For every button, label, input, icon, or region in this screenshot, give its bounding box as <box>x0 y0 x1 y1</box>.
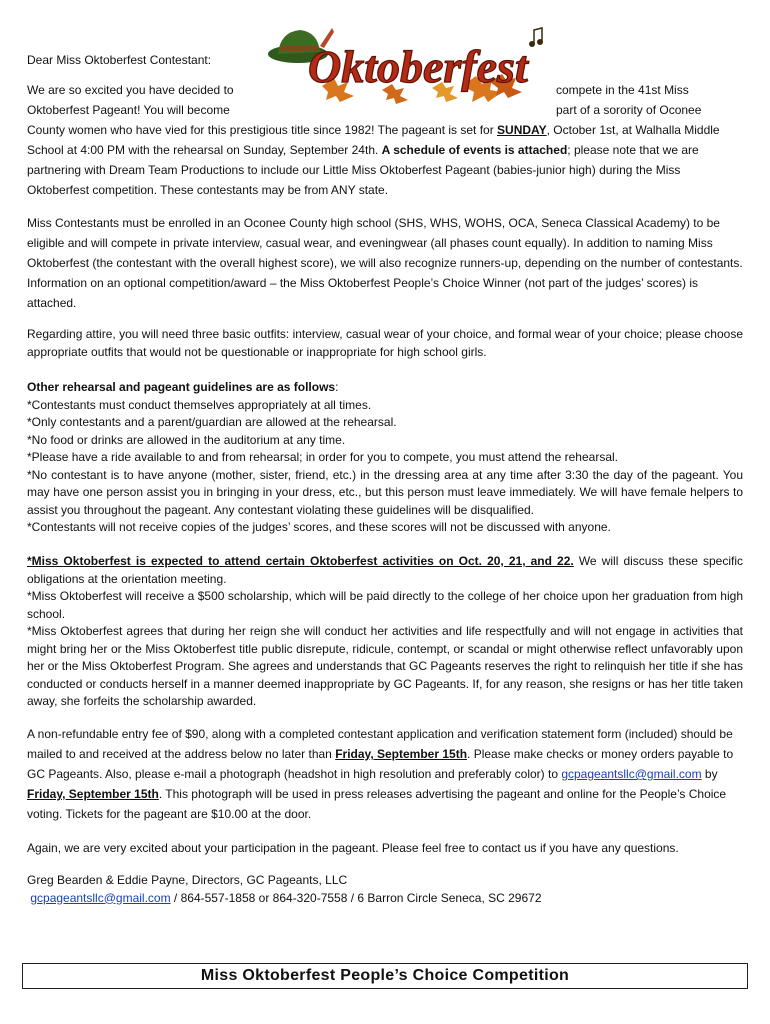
email-link[interactable]: gcpageantsllc@gmail.com <box>561 767 702 781</box>
obligation-item: *Miss Oktoberfest agrees that during her reign she will conduct her activities and life respectfully and will not engage in activities that might bring her or the Miss Oktoberfest title public disrepute, ridicule, contempt, or scandal or might otherwise reflect unfavorably upon her or the Miss Oktoberfest Program. She agrees and understands that GC Pageants reserves the right to relinquish her title if she has conducted or conducts herself in a manner deemed inappropriate by GC Pageants. If, for any reason, she resigns or has her title taken away, she forfeits the scholarship awarded. <box>27 624 743 708</box>
intro-paragraph: County women who have vied for this prestigious title since 1982! The pageant is set for SUNDAY, October 1st, at Walhalla Middle School at 4:00 PM with the rehearsal on Sunday, September 24th. A schedule of events is attached; please note that we are partnering with Dream Team Productions to include our Little Miss Oktoberfest Pageant (babies-junior high) during the Miss Oktoberfest competition. These contestants may be from ANY state. <box>27 123 720 197</box>
fee-paragraph: A non-refundable entry fee of $90, along with a completed contestant application and verification statement form (included) should be mailed to and received at the address below no later than Friday, September 15th. Please make checks or money orders payable to GC Pageants. Also, please e-mail a photograph (headshot in high resolution and preferably color) to gcpageantsllc@gmail.com by Friday, September 15th. This photograph will be used in press releases advertising the pageant and online for the People’s Choice voting. Tickets for the pageant are $10.00 at the door. <box>27 727 734 821</box>
obligation-item: *Miss Oktoberfest is expected to attend certain Oktoberfest activities on Oct. 20, 21, and 22. We will discuss these specific obligations at the orientation meeting. <box>27 554 744 586</box>
intro-line1-left: We are so excited you have decided to <box>27 83 234 97</box>
obligations-section <box>27 553 743 711</box>
guidelines-section <box>27 379 743 537</box>
guideline-item: *Please have a ride available to and from rehearsal; in order for you to compete, you must attend the rehearsal. <box>27 450 618 464</box>
eligibility-paragraph: Miss Contestants must be enrolled in an Oconee County high school (SHS, WHS, WOHS, OCA, Seneca Classical Academy) to be eligible and will compete in private interview, casual wear, and eveningwear (all phases count equally). In addition to naming Miss Oktoberfest (the contestant with the overall highest score), we will also recognize runners-up, depending on the number of contestants. Information on an optional competition/award – the Miss Oktoberfest People’s Choice Winner (not part of the judges’ scores) is attached. <box>27 216 743 310</box>
intro-line-1 <box>27 80 743 100</box>
signature-email-link[interactable]: gcpageantsllc@gmail.com <box>30 890 171 905</box>
intro-line2-right: part of a sorority of Oconee <box>556 103 702 117</box>
guidelines-heading: Other rehearsal and pageant guidelines are as follows: <box>27 380 339 394</box>
intro-line1-right: compete in the 41st Miss <box>556 83 689 97</box>
guideline-item: *No contestant is to have anyone (mother, sister, friend, etc.) in the dressing area at any time after 3:30 the day of the pageant. You may have one person assist you in bringing in your dress, etc., but this person must leave immediately. We will have female helpers to assist you throughout the pageant. Any contestant violating these guidelines will be disqualified. <box>27 467 743 517</box>
guideline-item: *No food or drinks are allowed in the auditorium at any time. <box>27 432 346 447</box>
peoples-choice-heading: Miss Oktoberfest People’s Choice Competition <box>22 963 748 989</box>
schedule-note: A schedule of events is attached <box>381 143 568 157</box>
pageant-day: SUNDAY <box>497 123 547 137</box>
obligation-item: *Miss Oktoberfest will receive a $500 scholarship, which will be paid directly to the college of her choice upon her graduation from high school. <box>27 589 743 621</box>
deadline-date: Friday, September 15th <box>335 747 468 761</box>
guideline-item: *Contestants will not receive copies of the judges’ scores, and these scores will not be discussed with anyone. <box>27 520 611 534</box>
intro-line2-left: Oktoberfest Pageant! You will become <box>27 103 230 117</box>
closing-paragraph: Again, we are very excited about your participation in the pageant. Please feel free to contact us if you have any questions. <box>27 841 679 855</box>
directors-line: Greg Bearden & Eddie Payne, Directors, GC Pageants, LLC <box>27 873 348 887</box>
photo-deadline-date: Friday, September 15th <box>27 787 159 801</box>
signature-block <box>27 872 743 907</box>
intro-line-2 <box>27 100 743 120</box>
guideline-item: *Contestants must conduct themselves appropriately at all times. <box>27 397 372 412</box>
guideline-item: *Only contestants and a parent/guardian are allowed at the rehearsal. <box>27 415 397 429</box>
contact-line: gcpageantsllc@gmail.com / 864-557-1858 or 864-320-7558 / 6 Barron Circle Seneca, SC 29672 <box>30 890 542 905</box>
attire-paragraph: Regarding attire, you will need three basic outfits: interview, casual wear of your choice, and formal wear of your choice; please choose appropriate outfits that would not be questionable or inappropriate for high school girls. <box>27 327 743 359</box>
salutation: Dear Miss Oktoberfest Contestant: <box>27 53 212 67</box>
svg-text:Oktoberfest: Oktoberfest <box>308 41 528 92</box>
